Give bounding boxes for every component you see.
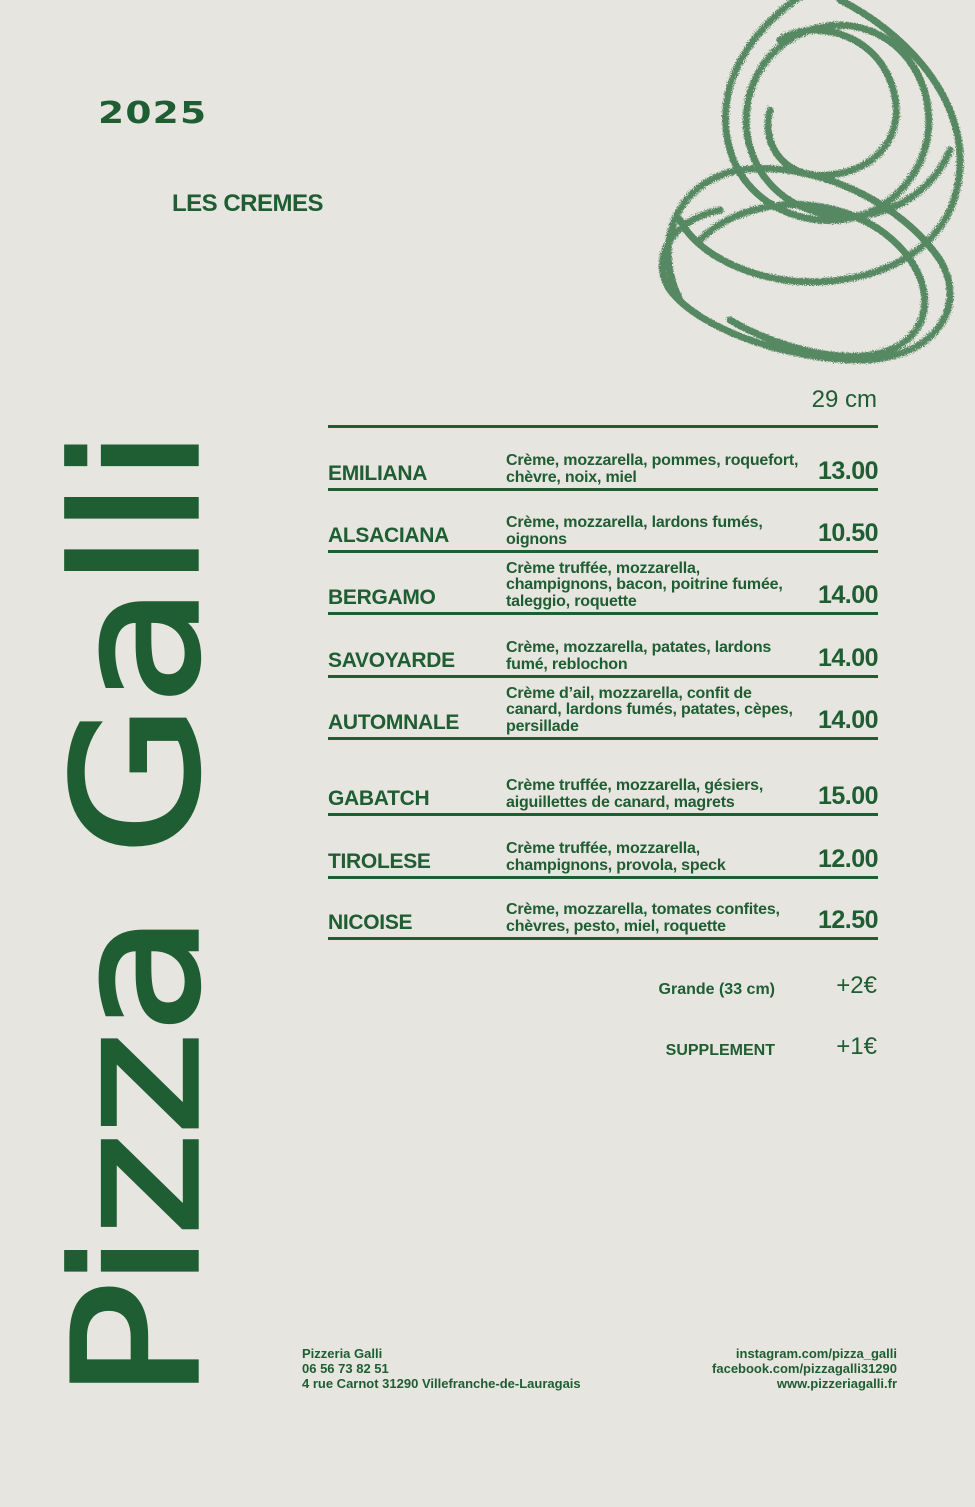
pizza-price: 14.00 [817,706,878,734]
brand-title [37,260,239,1400]
address: 4 rue Carnot 31290 Villefranche-de-Lauragais [302,1376,581,1391]
instagram-link[interactable]: instagram.com/pizza_galli [735,1346,897,1361]
pizza-price: 12.50 [817,906,878,934]
pizza-description: Crème, mozzarella, lardons fumés, oignons [506,514,763,548]
row-divider [328,737,878,740]
pizza-price: 10.50 [817,519,878,547]
pizza-description: Crème, mozzarella, patates, lardons fumé, reblochon [506,639,772,673]
pizza-description: Crème truffée, mozzarella, gésiers, aiguillettes de canard, magrets [506,777,764,811]
pizza-price: 13.00 [817,457,878,485]
pizza-description: Crème, mozzarella, tomates confites, chèvres, pesto, miel, roquette [506,901,780,935]
pizza-description: Crème d’ail, mozzarella, confit de canard, lardons fumés, patates, cèpes, persillade [506,684,793,735]
restaurant-name: Pizzeria Galli [302,1346,383,1361]
pizza-name: GABATCH [328,787,430,810]
pizza-price: 14.00 [817,581,878,609]
section-title: LES CREMES [172,190,324,217]
pizza-name: AUTOMNALE [328,711,460,734]
size-label: 29 cm [811,386,877,413]
supplement-label: SUPPLEMENT [665,1042,775,1059]
header-divider [328,425,878,428]
pizza-name: BERGAMO [328,586,436,609]
row-divider [328,813,878,816]
social-links [712,1346,897,1391]
pizza-name: SAVOYARDE [328,649,455,672]
pizza-price: 15.00 [817,782,878,810]
facebook-link[interactable]: facebook.com/pizzagalli31290 [712,1361,897,1376]
year-label: 2025 [98,96,208,131]
pizza-price: 12.00 [817,845,878,873]
pizza-name: EMILIANA [328,462,428,485]
large-size-price: +2€ [836,972,877,999]
row-divider [328,937,878,940]
pizza-name: ALSACIANA [328,524,449,547]
pizza-description: Crème truffée, mozzarella, champignons, provola, speck [506,840,726,874]
pizza-name: NICOISE [328,911,413,934]
contact-info [302,1346,581,1391]
pizza-description: Crème, mozzarella, pommes, roquefort, chèvre, noix, miel [506,452,799,486]
brand-title-text: Pizza Galli [37,430,239,1400]
website-link[interactable]: www.pizzeriagalli.fr [776,1376,897,1391]
pizza-description: Crème truffée, mozzarella, champignons, bacon, poitrine fumée, taleggio, roquette [506,559,783,610]
pizza-name: TIROLESE [328,850,431,873]
row-divider [328,488,878,491]
row-divider [328,675,878,678]
supplement-price: +1€ [836,1033,877,1060]
phone-number: 06 56 73 82 51 [302,1361,389,1376]
row-divider [328,876,878,879]
row-divider [328,550,878,553]
pizza-price: 14.00 [817,644,878,672]
scribble-decoration-icon [640,0,975,380]
row-divider [328,612,878,615]
large-size-label: Grande (33 cm) [658,981,775,998]
